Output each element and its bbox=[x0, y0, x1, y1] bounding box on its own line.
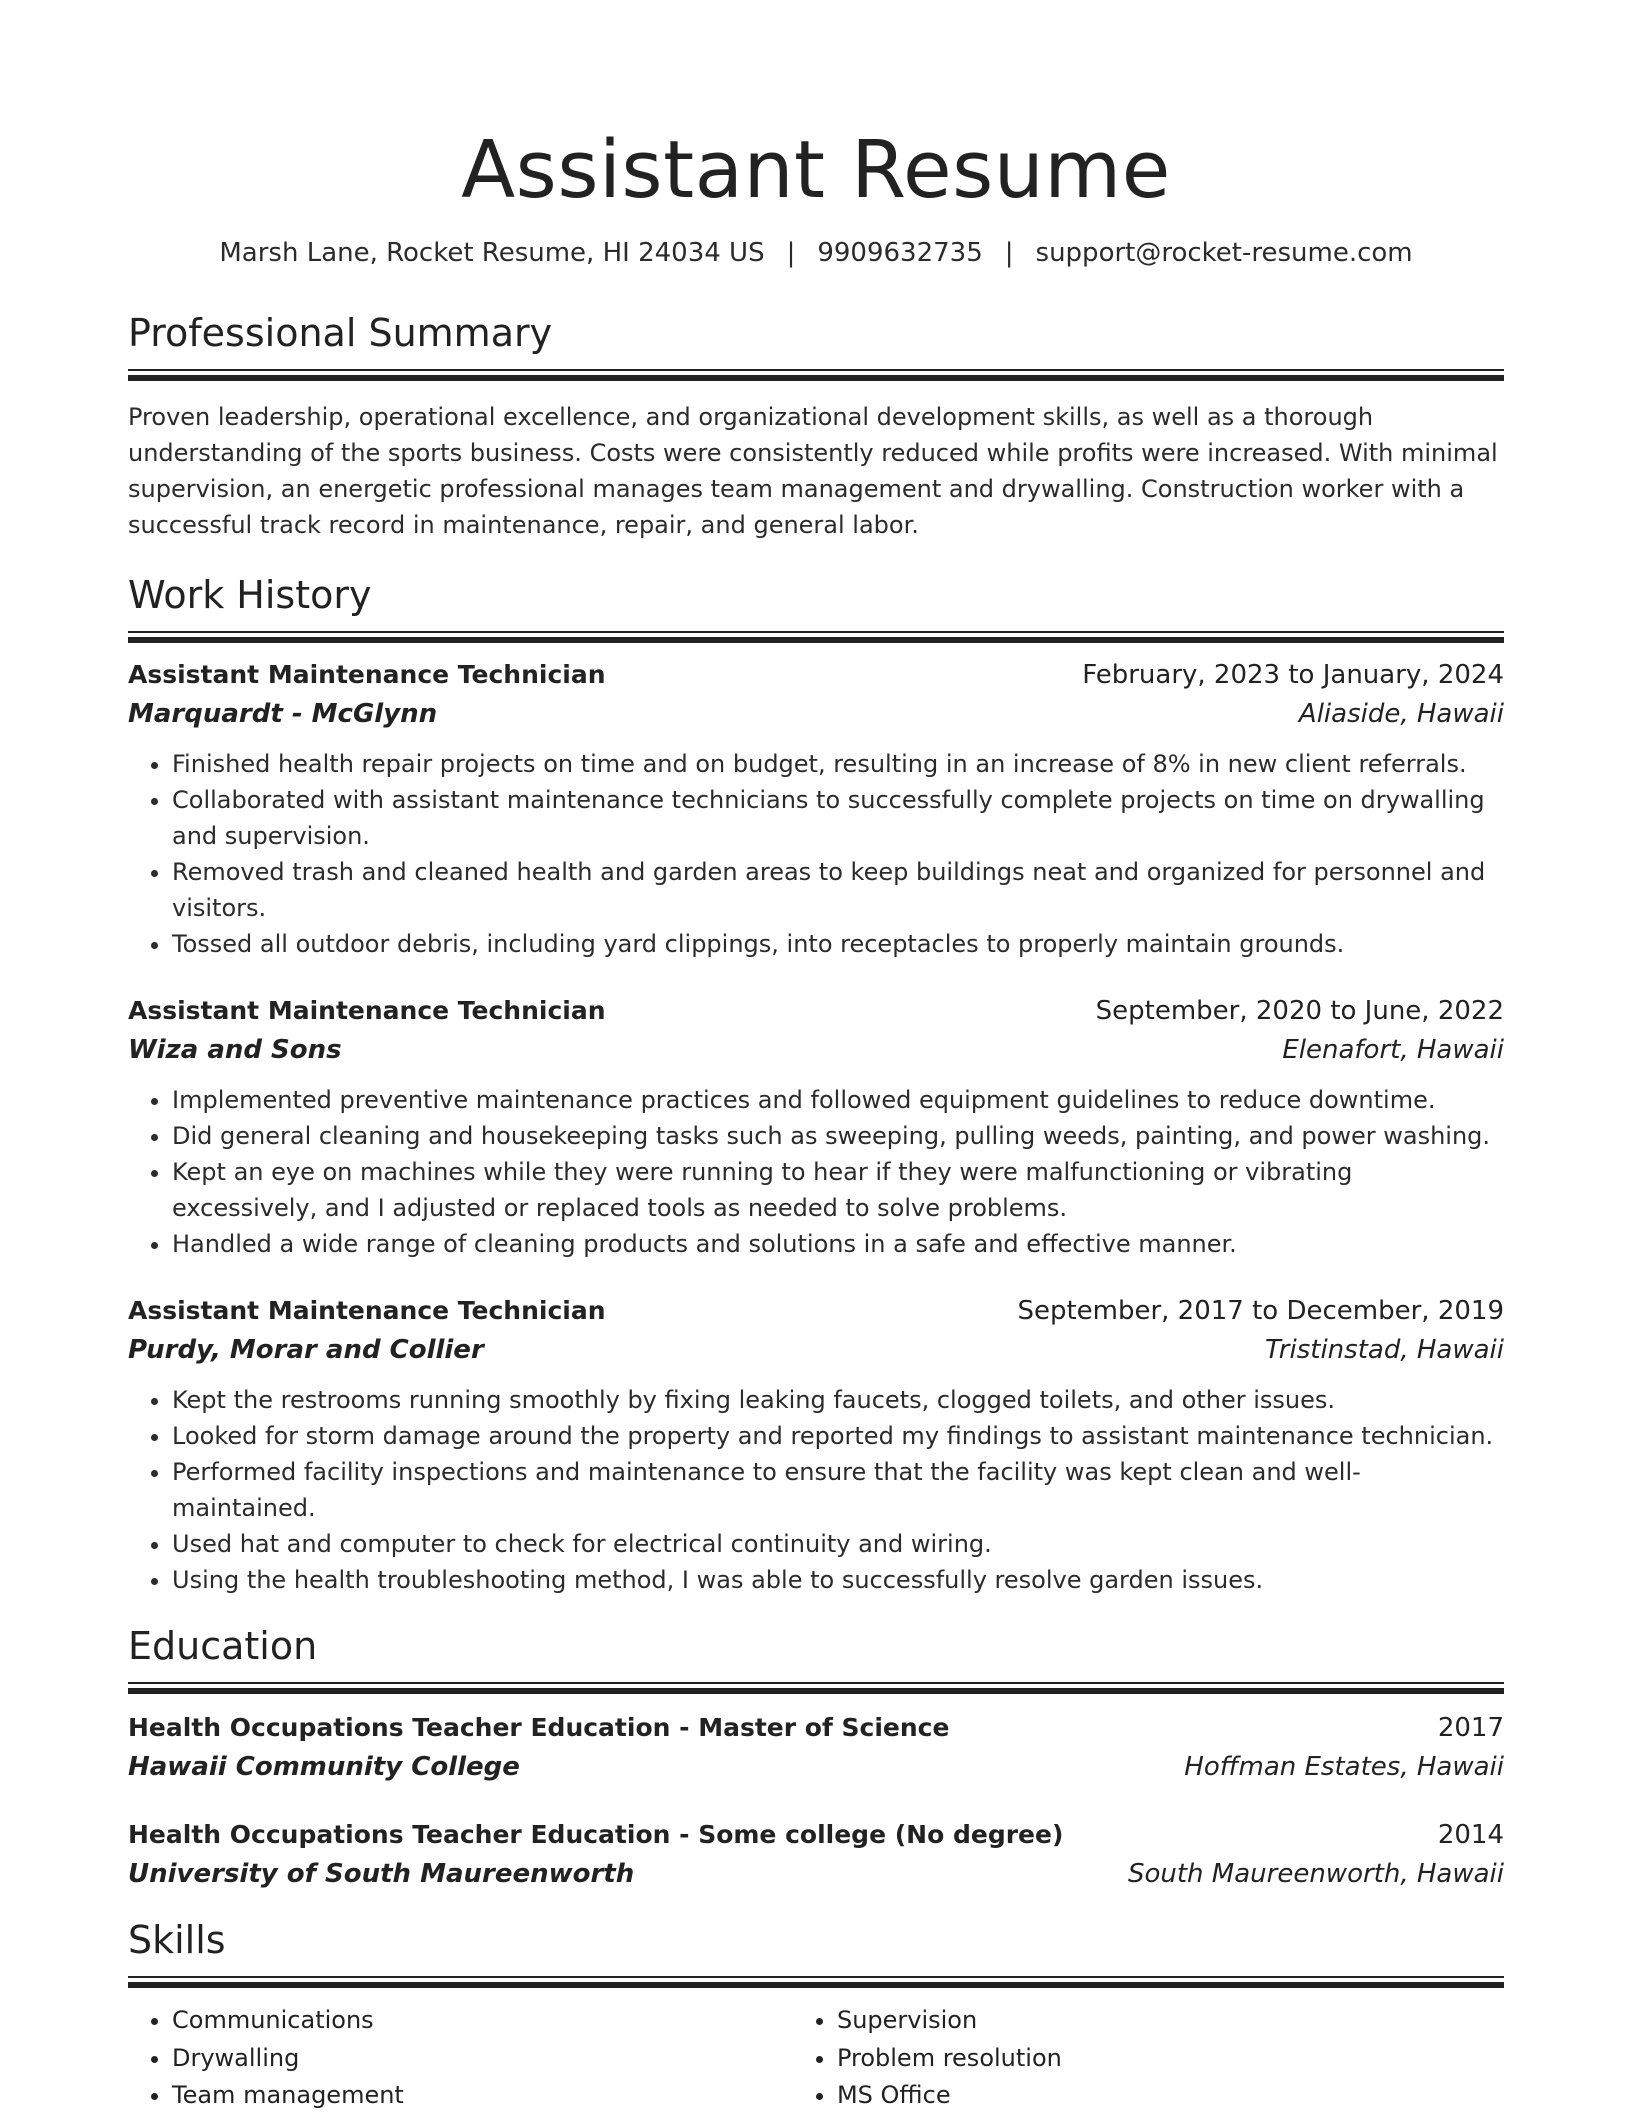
education-header bbox=[128, 1710, 1504, 1746]
education-year: 2017 bbox=[1437, 1713, 1504, 1743]
job-role: Assistant Maintenance Technician bbox=[128, 1296, 606, 1325]
list-item: • Team management bbox=[172, 2077, 793, 2115]
job-location: Elenafort, Hawaii bbox=[1282, 1035, 1504, 1065]
list-item: • Kept the restrooms running smoothly by fixing leaking faucets, clogged toilets, and other issues. bbox=[172, 1382, 1504, 1418]
section-heading: Professional Summary bbox=[128, 311, 553, 355]
job-subheader bbox=[128, 1032, 1504, 1068]
list-item: • Implemented preventive maintenance practices and followed equipment guidelines to reduce downtime. bbox=[172, 1082, 1504, 1118]
summary-text: Proven leadership, operational excellence, and organizational development skills, as well as a thorough understanding of the sports business. Costs were consistently reduced while profits were increased. With minimal supervision, an energetic professional manages team management and drywalling. Construction worker with a successful track record in maintenance, repair, and general labor. bbox=[128, 403, 1498, 539]
resume-page bbox=[128, 0, 1504, 2115]
job-location: Tristinstad, Hawaii bbox=[1264, 1335, 1504, 1365]
skills-list-right bbox=[793, 2002, 1504, 2115]
job-dates: February, 2023 to January, 2024 bbox=[1082, 660, 1504, 690]
section-divider bbox=[128, 1682, 1504, 1694]
list-item: • Removed trash and cleaned health and garden areas to keep buildings neat and organized for personnel and visitors. bbox=[172, 854, 1504, 926]
education-degree: Health Occupations Teacher Education - Some college (No degree) bbox=[128, 1820, 1064, 1849]
job-dates: September, 2020 to June, 2022 bbox=[1095, 996, 1504, 1026]
list-item: • Did general cleaning and housekeeping tasks such as sweeping, pulling weeds, painting, and power washing. bbox=[172, 1118, 1504, 1154]
education-location: South Maureenworth, Hawaii bbox=[1127, 1859, 1504, 1889]
job-bullets bbox=[128, 1082, 1504, 1262]
job-entry bbox=[128, 993, 1504, 1262]
job-bullets bbox=[128, 1382, 1504, 1598]
education-school: University of South Maureenworth bbox=[128, 1859, 635, 1889]
list-item: • Finished health repair projects on time and on budget, resulting in an increase of 8% in new client referrals. bbox=[172, 746, 1504, 782]
job-subheader bbox=[128, 696, 1504, 732]
contact-phone: 9909632735 bbox=[817, 238, 983, 268]
education-entry bbox=[128, 1817, 1504, 1892]
contact-separator: | bbox=[1004, 238, 1014, 268]
skills-columns bbox=[128, 2002, 1504, 2115]
summary-section bbox=[128, 309, 1504, 543]
education-subheader bbox=[128, 1856, 1504, 1892]
education-entry bbox=[128, 1710, 1504, 1785]
section-heading: Skills bbox=[128, 1918, 226, 1962]
list-item: • Tossed all outdoor debris, including yard clippings, into receptacles to properly maintain grounds. bbox=[172, 926, 1504, 962]
education-subheader bbox=[128, 1749, 1504, 1785]
contact-email: support@rocket-resume.com bbox=[1035, 238, 1413, 268]
job-header bbox=[128, 657, 1504, 693]
job-bullets bbox=[128, 746, 1504, 962]
job-dates: September, 2017 to December, 2019 bbox=[1017, 1296, 1504, 1326]
education-year: 2014 bbox=[1437, 1820, 1504, 1850]
list-item: • Supervision bbox=[837, 2002, 1504, 2040]
job-entry bbox=[128, 657, 1504, 962]
job-role: Assistant Maintenance Technician bbox=[128, 996, 606, 1025]
job-location: Aliaside, Hawaii bbox=[1298, 699, 1504, 729]
section-divider bbox=[128, 369, 1504, 381]
list-item: • Collaborated with assistant maintenance technicians to successfully complete projects on time on drywalling and supervision. bbox=[172, 782, 1504, 854]
job-header bbox=[128, 993, 1504, 1029]
education-section bbox=[128, 1622, 1504, 1892]
section-heading: Education bbox=[128, 1624, 318, 1668]
contact-line bbox=[128, 236, 1504, 270]
job-subheader bbox=[128, 1332, 1504, 1368]
resume-title: Assistant Resume bbox=[461, 124, 1171, 216]
list-item: • Performed facility inspections and maintenance to ensure that the facility was kept clean and well-maintained. bbox=[172, 1454, 1504, 1526]
contact-address: Marsh Lane, Rocket Resume, HI 24034 US bbox=[219, 238, 765, 268]
job-header bbox=[128, 1293, 1504, 1329]
contact-separator: | bbox=[786, 238, 796, 268]
job-company: Marquardt - McGlynn bbox=[128, 699, 438, 729]
skills-list-left bbox=[128, 2002, 793, 2115]
section-divider bbox=[128, 631, 1504, 643]
section-heading: Work History bbox=[128, 573, 372, 617]
education-location: Hoffman Estates, Hawaii bbox=[1184, 1752, 1504, 1782]
list-item: • MS Office bbox=[837, 2077, 1504, 2115]
section-divider bbox=[128, 1976, 1504, 1988]
list-item: • Looked for storm damage around the property and reported my findings to assistant maintenance technician. bbox=[172, 1418, 1504, 1454]
list-item: • Communications bbox=[172, 2002, 793, 2040]
list-item: • Kept an eye on machines while they were running to hear if they were malfunctioning or vibrating excessively, and I adjusted or replaced tools as needed to solve problems. bbox=[172, 1154, 1504, 1226]
list-item: • Using the health troubleshooting method, I was able to successfully resolve garden issues. bbox=[172, 1562, 1504, 1598]
job-company: Wiza and Sons bbox=[128, 1035, 342, 1065]
education-degree: Health Occupations Teacher Education - Master of Science bbox=[128, 1713, 950, 1742]
list-item: • Problem resolution bbox=[837, 2040, 1504, 2078]
job-role: Assistant Maintenance Technician bbox=[128, 660, 606, 689]
skills-section bbox=[128, 1916, 1504, 2115]
list-item: • Used hat and computer to check for electrical continuity and wiring. bbox=[172, 1526, 1504, 1562]
education-header bbox=[128, 1817, 1504, 1853]
list-item: • Drywalling bbox=[172, 2040, 793, 2078]
job-entry bbox=[128, 1293, 1504, 1598]
work-history-section bbox=[128, 571, 1504, 1598]
job-company: Purdy, Morar and Collier bbox=[128, 1335, 484, 1365]
education-school: Hawaii Community College bbox=[128, 1752, 520, 1782]
list-item: • Handled a wide range of cleaning products and solutions in a safe and effective manner. bbox=[172, 1226, 1504, 1262]
